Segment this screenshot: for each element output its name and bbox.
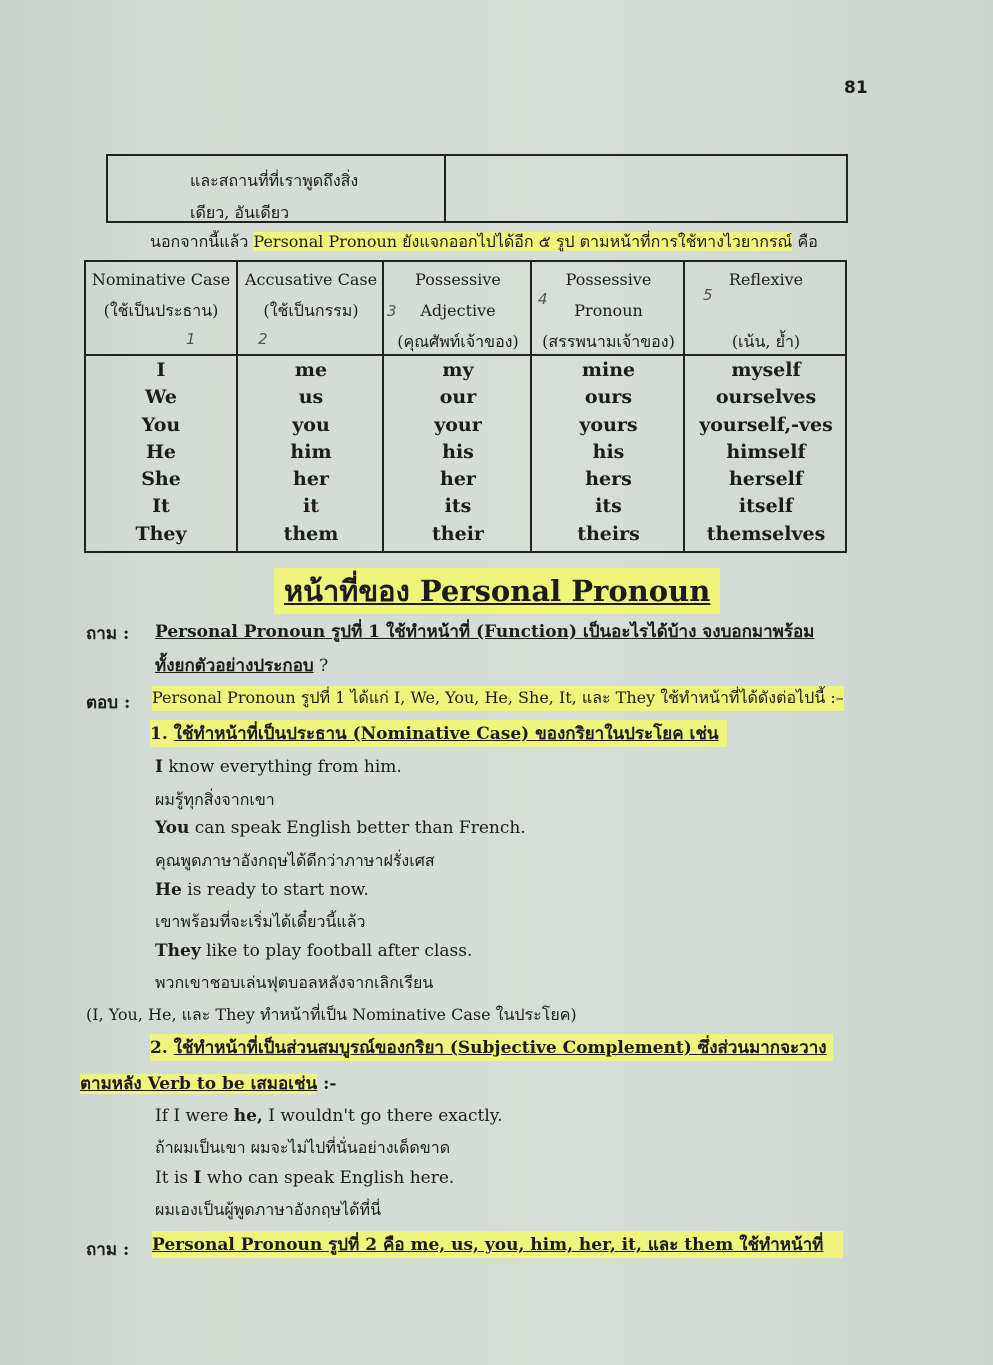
table-cell: mine <box>581 359 636 381</box>
example-bold: I <box>193 1168 202 1188</box>
header-line-1: Nominative Case <box>91 270 231 289</box>
column-possessive-adjective <box>382 262 532 551</box>
note-1: (I, You, He, และ They ทำหน้าที่เป็น Nominative Case ในประโยค) <box>86 1005 577 1024</box>
example-rest: know everything from him. <box>162 757 402 777</box>
table-cell: his <box>442 440 474 463</box>
point-2-number: 2. <box>150 1038 168 1058</box>
example-post: who can speak English here. <box>201 1168 455 1188</box>
header-line-1: Possessive <box>565 270 652 289</box>
example-pronoun: You <box>155 818 190 838</box>
question-2-text: Personal Pronoun รูปที่ 2 คือ me, us, you, him, her, it, และ them ใช้ทำหน้าที่ <box>152 1231 843 1258</box>
table-cell: them <box>283 522 339 545</box>
example2-th-1: ถ้าผมเป็นเขา ผมจะไม่ไปที่นั่นอย่างเด็ดขาด <box>155 1138 451 1157</box>
table-cell: He <box>145 440 177 463</box>
table-cell: itself <box>738 495 794 518</box>
column-header <box>238 264 384 326</box>
table-cell: our <box>439 386 477 409</box>
table-cell: us <box>298 386 324 409</box>
example-en-3 <box>155 880 369 900</box>
question-1-line-2 <box>155 652 328 679</box>
example-pronoun: I <box>155 757 163 777</box>
fragment-line-2: เดียว, อันเดียว <box>190 203 290 222</box>
table-cell: it <box>303 495 319 518</box>
example-th-2: คุณพูดภาษาอังกฤษได้ดีกว่าภาษาฝรั่งเศส <box>155 851 435 870</box>
intro-after: คือ <box>792 232 818 251</box>
table-cell: themselves <box>706 522 826 545</box>
example-en-1 <box>155 757 402 777</box>
handwritten-number: 2 <box>258 330 268 348</box>
example-pre: If I were <box>155 1106 234 1126</box>
example2-th-2: ผมเองเป็นผู้พูดภาษาอังกฤษได้ที่นี่ <box>155 1200 382 1219</box>
example-pre: It is <box>155 1168 194 1188</box>
column-cells <box>238 357 384 548</box>
handwritten-number: 3 <box>387 302 397 320</box>
table-cell: We <box>145 386 177 409</box>
column-cells <box>86 357 236 548</box>
example-en-4 <box>155 941 472 961</box>
table-cell: her <box>440 468 476 491</box>
table-cell: your <box>434 413 482 436</box>
table-cell: hers <box>585 468 632 491</box>
example-th-3: เขาพร้อมที่จะเริ่มได้เดี๋ยวนี้แล้ว <box>155 912 366 931</box>
column-header <box>384 264 532 357</box>
table-cell: myself <box>731 359 801 381</box>
example-post: I wouldn't go there exactly. <box>262 1106 503 1126</box>
example-pronoun: They <box>155 941 201 961</box>
example-th-1: ผมรู้ทุกสิ่งจากเขา <box>155 790 275 809</box>
point-1-text: ใช้ทำหน้าที่เป็นประธาน (Nominative Case) ของกริยาในประโยค เช่น <box>173 724 719 744</box>
column-nominative <box>86 262 236 551</box>
table-cell: She <box>141 468 181 491</box>
table-cell: my <box>442 359 474 381</box>
example-th-4: พวกเขาชอบเล่นฟุตบอลหลังจากเลิกเรียน <box>155 973 434 992</box>
header-line-2: (ใช้เป็นกรรม) <box>263 301 359 320</box>
column-header <box>532 264 685 357</box>
header-line-1: Reflexive <box>728 270 804 289</box>
header-line-2: (ใช้เป็นประธาน) <box>103 301 219 320</box>
intro-sentence <box>150 230 818 255</box>
table-cell: theirs <box>577 522 640 545</box>
column-header <box>86 264 236 326</box>
table-cell: its <box>444 495 472 518</box>
point-2-tail: :- <box>317 1074 337 1094</box>
column-cells <box>384 357 532 548</box>
table-cell: you <box>292 413 330 436</box>
table-cell: his <box>592 440 625 463</box>
fragment-line-1: และสถานที่ที่เราพูดถึงสิ่ง <box>190 171 359 190</box>
table-cell: yours <box>579 413 638 436</box>
header-line-3: (สรรพนามเจ้าของ) <box>542 332 675 351</box>
intro-highlight: Personal Pronoun ยังแจกออกไปได้อีก ๕ รูป ตามหน้าที่การใช้ทางไวยากรณ์ <box>253 232 793 251</box>
table-cell: They <box>135 522 187 545</box>
column-reflexive <box>683 262 847 551</box>
point-1-number: 1. <box>150 724 168 744</box>
question-label: ถาม : <box>86 624 130 644</box>
table-divider <box>444 156 446 221</box>
header-line-1: Accusative Case <box>244 270 378 289</box>
column-accusative <box>236 262 384 551</box>
pronoun-table <box>84 260 847 553</box>
point-2-line-2 <box>80 1070 336 1097</box>
previous-table-fragment <box>106 154 848 223</box>
question-label-2: ถาม : <box>86 1240 130 1260</box>
example2-en-2 <box>155 1168 454 1188</box>
header-line-1: Possessive <box>415 270 501 289</box>
table-cell: You <box>141 413 181 436</box>
table-cell: ourselves <box>715 386 817 409</box>
page-number: 81 <box>844 78 868 98</box>
example2-en-1 <box>155 1106 503 1126</box>
example-en-2 <box>155 818 526 838</box>
table-cell: himself <box>726 440 806 463</box>
header-line-3: (เน้น, ย้ำ) <box>731 332 801 351</box>
table-cell: me <box>294 359 328 381</box>
header-line-3: (คุณศัพท์เจ้าของ) <box>397 332 519 351</box>
handwritten-number: 5 <box>703 286 713 304</box>
example-rest: is ready to start now. <box>181 880 369 900</box>
point-1 <box>150 720 727 747</box>
point-2-line-1 <box>150 1034 833 1061</box>
table-cell: him <box>290 440 332 463</box>
handwritten-number: 4 <box>538 290 548 308</box>
header-line-2: Pronoun <box>574 301 643 320</box>
intro-before: นอกจากนี้แล้ว <box>150 232 254 251</box>
answer-label: ตอบ : <box>86 693 131 713</box>
table-cell: its <box>595 495 622 518</box>
example-rest: like to play football after class. <box>200 941 473 961</box>
column-cells <box>532 357 685 548</box>
answer-1-text: Personal Pronoun รูปที่ 1 ได้แก่ I, We, You, He, She, It, และ They ใช้ทำหน้าที่ได้ดังต่อไปนี้ :– <box>152 686 844 711</box>
table-cell: I <box>156 359 166 381</box>
example-rest: can speak English better than French. <box>189 818 526 838</box>
table-cell: ours <box>584 386 633 409</box>
table-cell: yourself,-ves <box>699 413 833 436</box>
example-bold: he, <box>233 1106 263 1126</box>
handwritten-number: 1 <box>186 330 196 348</box>
table-cell: her <box>293 468 329 491</box>
column-header <box>685 264 847 357</box>
header-line-2: Adjective <box>420 301 496 320</box>
column-cells <box>685 357 847 548</box>
column-possessive-pronoun <box>530 262 685 551</box>
point-2-text: ใช้ทำหน้าที่เป็นส่วนสมบูรณ์ของกริยา (Subjective Complement) ซึ่งส่วนมากจะวาง <box>173 1038 827 1058</box>
point-2-text-2: ตามหลัง Verb to be เสมอเช่น <box>80 1074 318 1094</box>
table-cell: herself <box>728 468 804 491</box>
table-cell: their <box>432 522 484 545</box>
question-1-line-1: Personal Pronoun รูปที่ 1 ใช้ทำหน้าที่ (Function) เป็นอะไรได้บ้าง จงบอกมาพร้อม <box>155 622 815 642</box>
question-mark: ? <box>313 656 329 676</box>
section-title: หน้าที่ของ Personal Pronoun <box>274 568 720 614</box>
table-cell: It <box>152 495 170 518</box>
question-1-line-2-text: ทั้งยกตัวอย่างประกอบ <box>155 656 314 676</box>
example-pronoun: He <box>155 880 182 900</box>
